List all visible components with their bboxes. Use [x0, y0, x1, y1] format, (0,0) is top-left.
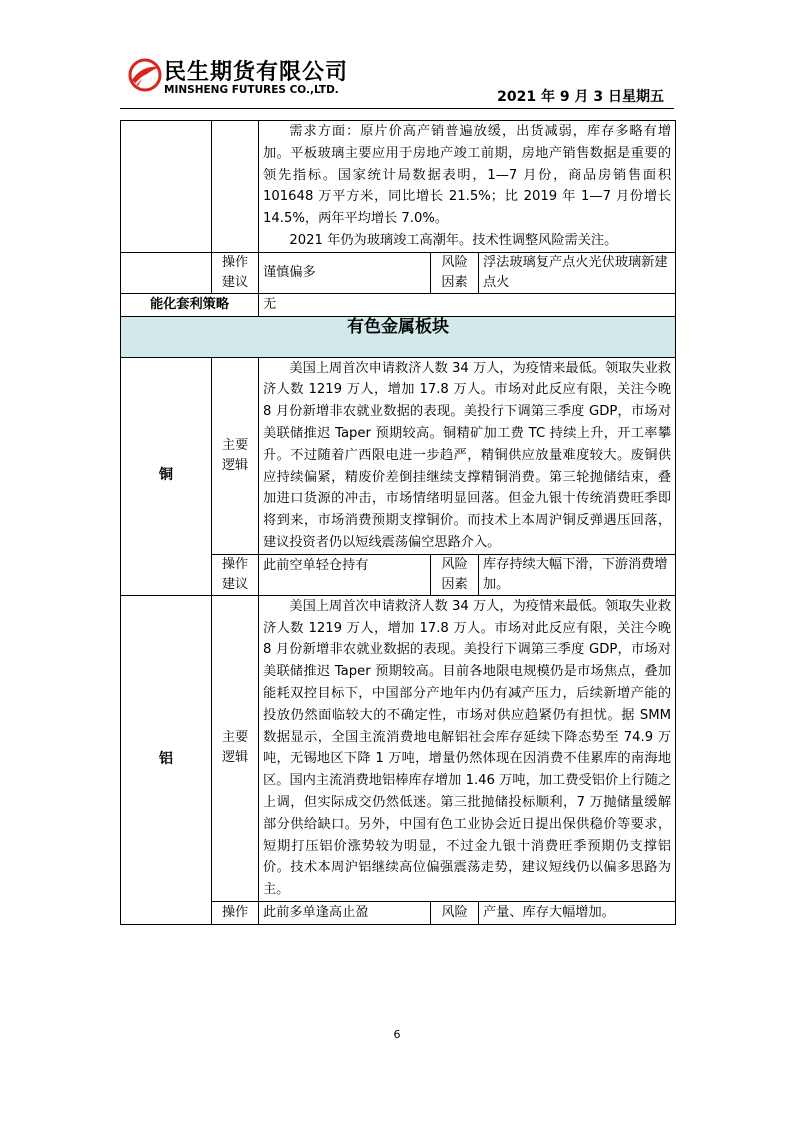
glass-op-row: [121, 252, 676, 293]
glass-logic-row: [121, 121, 676, 253]
copper-risk-value: 库存持续大幅下滑，下游消费增加。: [479, 554, 676, 595]
copper-risk-label: 风险因素: [431, 554, 479, 595]
glass-name-cell: [121, 121, 212, 253]
glass-logic-cell: [259, 121, 676, 253]
glass-op-value: 谨慎偏多: [259, 252, 431, 293]
arbitrage-row: [121, 293, 676, 316]
glass-logic-label-cell: [212, 121, 259, 253]
strategy-table: [120, 120, 676, 925]
company-name-cn: 民生期货有限公司: [164, 60, 349, 85]
glass-outlook-paragraph: 2021 年仍为玻璃竣工高潮年。技术性调整风险需关注。: [289, 232, 618, 248]
aluminum-name: 铝: [121, 595, 212, 924]
copper-logic-label: 主要逻辑: [212, 357, 259, 554]
report-date: 2021 年 9 月 3 日星期五: [497, 89, 664, 105]
company-name-en: MINSHENG FUTURES CO.,LTD.: [164, 84, 339, 96]
aluminum-logic-text: 美国上周首次申请救济人数 34 万人，为疫情来最低。领取失业救济人数 1219 万人，增加 17.8 万人。市场对此反应有限，关注今晚 8 月份新增非农就业数据的表现。美投行下调第三季度 GDP，市场对美联储推迟 Taper 预期较高。目前各地限电规模仍是市场焦点，叠加能耗双控目标下，中国部分产地年内仍有减产压力，后续新增产能的投放仍然面临较大的不确定性，市场对供应趋紧仍有担忧。据 SMM 数据显示，全国主流消费地电解铝社会库存延续下降态势至 74.9 万吨，无锡地区下降 1 万吨，增量仍然体现在因消费不佳累库的南海地区。国内主流消费地铝棒库存增加 1.46 万吨，加工费受铝价上行随之上调，但实际成交仍然低迷。第三批抛储投标顺利，7 万抛储量缓解部分供给缺口。另外，中国有色工业协会近日提出保供稳价等要求，短期打压铝价涨势较为明显，不过金九银十消费旺季预期仍支撑铝价。技术本周沪铝继续高位偏强震荡走势，建议短线仍以偏多思路为主。: [263, 598, 672, 898]
aluminum-op-label: 操作: [212, 901, 259, 924]
aluminum-logic-row: [121, 595, 676, 901]
aluminum-risk-value: 产量、库存大幅增加。: [479, 901, 676, 924]
section-header-row: [121, 316, 676, 357]
glass-demand-paragraph: 需求方面：原片价高产销普遍放缓，出货减弱，库存多略有增加。平板玻璃主要应用于房地产竣工前期，房地产销售数据是重要的领先指标。国家统计局数据表明，1—7 月份，商品房销售面积 101648 万平方米，同比增长 21.5%；比 2019 年 1—7 月份增长 14.5%，两年平均增长 7.0%。: [263, 124, 672, 227]
header-divider: [120, 108, 674, 109]
glass-op-label: 操作建议: [212, 252, 259, 293]
aluminum-risk-label: 风险: [431, 901, 479, 924]
page-header: [0, 0, 794, 112]
copper-logic-text: 美国上周首次申请救济人数 34 万人，为疫情来最低。领取失业救济人数 1219 万人，增加 17.8 万人。市场对此反应有限，关注今晚 8 月份新增非农就业数据的表现。美投行下调第三季度 GDP，市场对美联储推迟 Taper 预期较高。铜精矿加工费 TC 持续上升，开工率攀升。不过随着广西限电进一步趋严，精铜供应放量难度较大。废铜供应持续偏紧，精废价差倒挂继续支撑精铜消费。第三轮抛储结束，叠加进口货源的冲击，市场情绪明显回落。但金九银十传统消费旺季即将到来，市场消费预期支撑铜价。而技术上本周沪铜反弹遇压回落，建议投资者仍以短线震荡偏空思路介入。: [263, 360, 672, 550]
copper-name: 铜: [121, 357, 212, 595]
glass-risk-value: 浮法玻璃复产点火光伏玻璃新建点火: [479, 252, 676, 293]
aluminum-logic-label: 主要逻辑: [212, 595, 259, 901]
section-title: 有色金属板块: [121, 316, 676, 357]
copper-logic-row: [121, 357, 676, 554]
minsheng-logo-icon: [128, 58, 162, 92]
glass-risk-label: 风险因素: [431, 252, 479, 293]
arbitrage-label: 能化套利策略: [121, 293, 259, 316]
copper-op-label: 操作建议: [212, 554, 259, 595]
page-number: 6: [393, 1028, 401, 1041]
copper-op-value: 此前空单轻仓持有: [259, 554, 431, 595]
arbitrage-value: 无: [259, 293, 676, 316]
aluminum-op-value: 此前多单逢高止盈: [259, 901, 431, 924]
